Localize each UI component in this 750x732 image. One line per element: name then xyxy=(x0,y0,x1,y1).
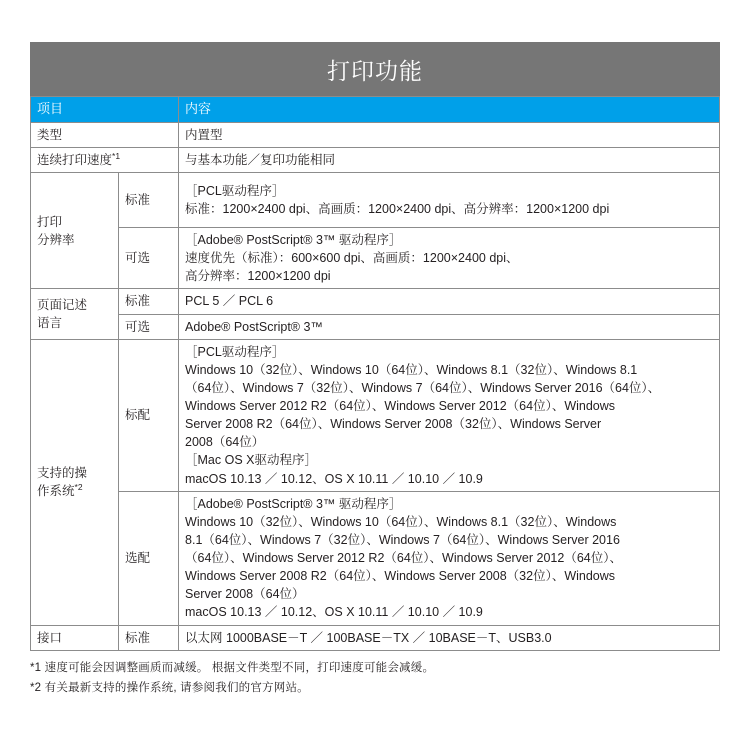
row-value-resolution-optional: ［Adobe® PostScript® 3™ 驱动程序］ 速度优先（标准）：600×600 dpi、高画质：1200×2400 dpi、 高分辨率：1200×1200 dpi xyxy=(179,228,720,289)
row-value-type: 内置型 xyxy=(179,122,720,147)
footnotes xyxy=(30,658,720,698)
page-title: 打印功能 xyxy=(30,42,720,96)
table-row xyxy=(31,173,720,228)
table-row xyxy=(31,314,720,339)
row-value-os-standard: ［PCL驱动程序］ Windows 10（32位）、Windows 10（64位）、Windows 8.1（32位）、Windows 8.1 （64位）、Windows 7（32位）、Windows 7（64位）、Windows Server 2016（64位）、 Windows Server 2012 R2（64位）、Windows Server 2012（64位）、Windows Server 2008 R2（64位）、Windows Server 2008（32位）、Windows Server 2008（64位） ［Mac OS X驱动程序］ macOS 10.13 ／ 10.12、OS X 10.11 ／ 10.10 ／ 10.9 xyxy=(179,339,720,491)
subrow-label-optional-config: 选配 xyxy=(119,491,179,625)
row-value-print-speed: 与基本功能／复印功能相同 xyxy=(179,147,720,172)
table-row xyxy=(31,122,720,147)
row-label-resolution: 打印 分辨率 xyxy=(31,173,119,289)
table-row xyxy=(31,228,720,289)
row-label-print-speed: 连续打印速度$^{*1}$ xyxy=(31,147,179,172)
table-header-row xyxy=(31,97,720,123)
row-value-pdl-optional: Adobe® PostScript® 3™ xyxy=(179,314,720,339)
footnote-1: *1 速度可能会因调整画质而减缓。 根据文件类型不同，打印速度可能会减缓。 xyxy=(30,661,435,674)
row-value-interface: 以太网 1000BASE－T ／ 100BASE－TX ／ 10BASE－T、USB3.0 xyxy=(179,625,720,650)
footnote-marker-1: *1 xyxy=(112,150,121,161)
table-row xyxy=(31,491,720,625)
footnote-marker-2: *2 xyxy=(74,482,83,492)
table-row xyxy=(31,339,720,491)
column-header-content: 内容 xyxy=(179,97,720,123)
row-value-pdl-standard: PCL 5 ／ PCL 6 xyxy=(179,289,720,314)
subrow-label-standard: 标准 xyxy=(119,289,179,314)
table-row xyxy=(31,625,720,650)
row-label-pdl: 页面记述 语言 xyxy=(31,289,119,339)
row-label-interface: 接口 xyxy=(31,625,119,650)
row-label-type: 类型 xyxy=(31,122,179,147)
print-function-spec-table xyxy=(30,96,720,651)
table-row xyxy=(31,147,720,172)
subrow-label-optional: 可选 xyxy=(119,228,179,289)
column-header-item: 项目 xyxy=(31,97,179,123)
table-row xyxy=(31,289,720,314)
subrow-label-standard-config: 标配 xyxy=(119,339,179,491)
row-value-os-optional: ［Adobe® PostScript® 3™ 驱动程序］ Windows 10（32位）、Windows 10（64位）、Windows 8.1（32位）、Windows 8.1（64位）、Windows 7（32位）、Windows 7（64位）、Windows Server 2016 （64位）、Windows Server 2012 R2（64位）、Windows Server 2012（64位）、 Windows Server 2008 R2（64位）、Windows Server 2008（32位）、Windows Server 2008（64位） macOS 10.13 ／ 10.12、OS X 10.11 ／ 10.10 ／ 10.9 xyxy=(179,491,720,625)
footnote-2: *2 有关最新支持的操作系统, 请参阅我们的官方网站。 xyxy=(30,681,309,694)
row-value-resolution-standard: ［PCL驱动程序］ 标准：1200×2400 dpi、高画质：1200×2400 dpi、高分辨率：1200×1200 dpi xyxy=(179,173,720,228)
spec-sheet-page xyxy=(0,42,750,732)
subrow-label-optional: 可选 xyxy=(119,314,179,339)
row-label-supported-os: 支持的操 作系统$^{*2}$ xyxy=(31,339,119,625)
subrow-label-standard: 标准 xyxy=(119,173,179,228)
subrow-label-standard: 标准 xyxy=(119,625,179,650)
